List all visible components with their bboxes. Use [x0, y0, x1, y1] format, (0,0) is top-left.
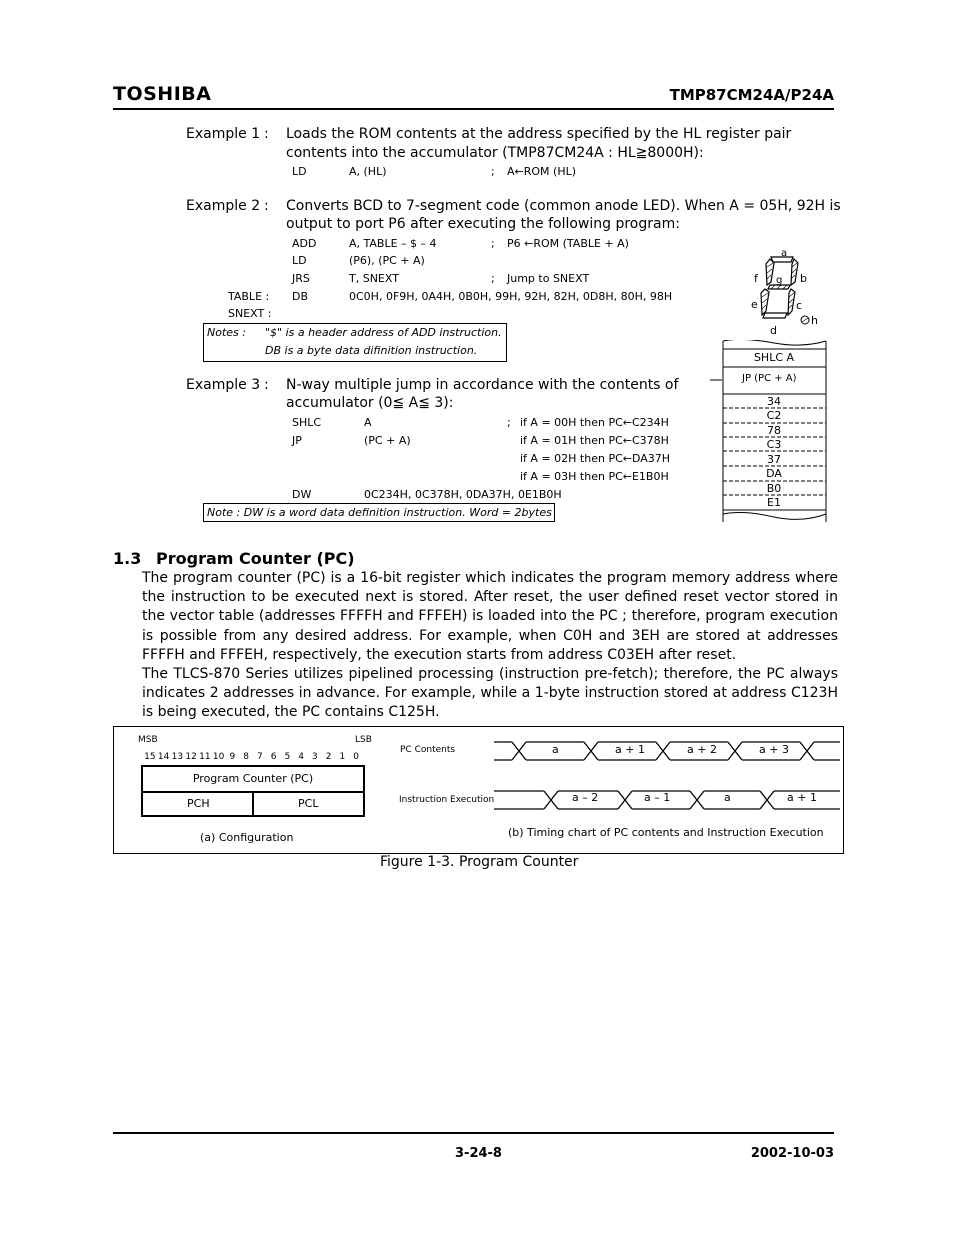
exec-value: a [724, 791, 731, 804]
code-comment: if A = 01H then PC←C378H [520, 434, 669, 447]
pch-label: PCH [187, 797, 210, 810]
rom-byte: DA [766, 467, 782, 480]
seg-label-e: e [751, 298, 758, 311]
example1-semi: ; [491, 165, 495, 178]
code-comment: Jump to SNEXT [507, 272, 590, 285]
pc-value: a [552, 743, 559, 756]
notes-label: Notes : [207, 326, 246, 339]
code-comment: if A = 00H then PC←C234H [520, 416, 669, 429]
example1-line1: Loads the ROM contents at the address specified by the HL register pair [286, 126, 792, 142]
code-comment: if A = 03H then PC←E1B0H [520, 470, 669, 483]
bit-number: 8 [243, 752, 249, 762]
seg-label-f: f [754, 272, 758, 285]
note-text: Note : DW is a word data definition instruction. Word = 2bytes [207, 506, 552, 519]
code-arg: A, TABLE – $ – 4 [349, 237, 437, 250]
code-semi: ; [491, 237, 495, 250]
note-box [203, 503, 555, 522]
example1-label: Example 1 [186, 126, 261, 142]
page-number: 3-24-8 [455, 1146, 502, 1161]
example1-comment: A←ROM (HL) [507, 165, 577, 178]
bit-number: 2 [325, 752, 332, 762]
example1-colon: : [264, 126, 269, 142]
bit-number: 10 [212, 752, 225, 762]
bit-number: 1 [339, 752, 346, 762]
code-arg: 0C234H, 0C378H, 0DA37H, 0E1B0H [364, 488, 562, 501]
exec-value: a – 1 [644, 791, 671, 804]
example3-line1: N-way multiple jump in accordance with the contents of [286, 377, 679, 393]
register-title: Program Counter (PC) [192, 772, 314, 785]
code-op: DB [292, 290, 309, 303]
seg-label-g: g [776, 275, 783, 286]
bit-number: 15 [144, 752, 156, 762]
rom-table [722, 340, 827, 526]
rom-byte: 78 [767, 424, 781, 437]
pc-value: a + 1 [615, 743, 645, 756]
rom-byte: B0 [766, 482, 782, 495]
bit-number: 12 [185, 752, 197, 762]
figure-box [113, 726, 844, 854]
example2-colon: : [264, 198, 269, 214]
example1-op: LD [292, 165, 307, 178]
rom-byte: 34 [767, 395, 781, 408]
pc-contents-waveform [494, 739, 842, 763]
notes-line2: DB is a byte data difinition instruction. [265, 344, 478, 357]
segment-d [763, 313, 787, 318]
seg-label-d: d [770, 324, 777, 337]
msb-label: MSB [138, 735, 158, 745]
seg-label-h: h [811, 314, 818, 327]
seven-segment-diagram [745, 245, 825, 340]
pc-register [141, 765, 365, 817]
example1-line2: contents into the accumulator (TMP87CM24A : HL≧8000H): [286, 145, 704, 161]
example2-line2: output to port P6 after executing the following program: [286, 216, 680, 232]
code-semi: ; [491, 272, 495, 285]
rom-instr-shlc: SHLC A [753, 351, 795, 364]
section-number: 1.3 [113, 549, 142, 568]
code-op: JP [292, 434, 302, 447]
section-title: Program Counter (PC) [156, 549, 355, 568]
code-arg: A [364, 416, 372, 429]
exec-label: Instruction Execution [399, 795, 495, 805]
example3-line2: accumulator (0≦ A≦ 3): [286, 395, 454, 411]
code-semi: ; [507, 416, 511, 429]
notes-box [203, 323, 507, 362]
bit-number: 7 [257, 752, 263, 762]
bit-number: 0 [353, 752, 359, 762]
section-para-1 [142, 569, 838, 665]
rom-instr-jp: JP (PC + A) [742, 373, 797, 384]
figure-title: Figure 1-3. Program Counter [380, 854, 579, 870]
code-op: LD [292, 254, 307, 267]
example3-label: Example 3 [186, 377, 261, 393]
para-2-text: The TLCS-870 Series utilizes pipelined processing (instruction pre-fetch); therefore, the PC always indicates 2 addresses in advance. For example, while a 1-byte instruction stored at address C123H is being executed, the PC contains C125H. [142, 666, 838, 721]
code-op: DW [292, 488, 312, 501]
bit-number: 4 [298, 752, 304, 762]
code-arg: T, SNEXT [349, 272, 399, 285]
bit-number: 14 [157, 752, 170, 762]
seg-label-b: b [800, 272, 807, 285]
pcl-label: PCL [298, 797, 319, 810]
bit-number: 11 [199, 752, 211, 762]
code-op: SHLC [292, 416, 322, 429]
arrow-right-icon [710, 376, 726, 384]
example1-arg: A, (HL) [349, 165, 387, 178]
code-label: TABLE : [228, 290, 270, 303]
rom-byte: 37 [767, 453, 781, 466]
bit-numbers [143, 752, 363, 764]
header-rule [113, 108, 834, 110]
segment-b [791, 259, 798, 285]
exec-value: a – 2 [572, 791, 599, 804]
code-arg: 0C0H, 0F9H, 0A4H, 0B0H, 99H, 92H, 82H, 0D8H, 80H, 98H [349, 290, 673, 303]
footer-date: 2002-10-03 [750, 1146, 834, 1161]
rom-byte: C2 [766, 409, 782, 422]
rom-byte: E1 [767, 496, 781, 509]
caption-b: (b) Timing chart of PC contents and Instruction Execution [508, 826, 824, 839]
bit-number: 6 [270, 752, 277, 762]
example3-colon: : [264, 377, 269, 393]
exec-value: a + 1 [787, 791, 817, 804]
para-1-text: The program counter (PC) is a 16-bit register which indicates the program memory address where the instruction to be executed next is stored. After reset, the user defined reset vector stored in the vector table (addresses FFFFH and FFFEH) is loaded into the PC ; therefore, program execution is possible from any desired address. For example, when C0H and 3EH are stored at addresses FFFFH and FFFEH, respectively, the execution starts from address C03EH after reset. [142, 570, 838, 663]
code-arg: (P6), (PC + A) [349, 254, 425, 267]
brand-logo: TOSHIBA [113, 83, 212, 105]
footer-rule [113, 1132, 834, 1134]
caption-a: (a) Configuration [200, 831, 294, 844]
code-comment: if A = 02H then PC←DA37H [520, 452, 671, 465]
pc-value: a + 3 [759, 743, 789, 756]
bit-number: 3 [312, 752, 318, 762]
bit-number: 5 [284, 752, 291, 762]
code-op: ADD [292, 237, 317, 250]
bit-number: 13 [171, 752, 184, 762]
code-comment: P6 ←ROM (TABLE + A) [507, 237, 629, 250]
seg-label-c: c [796, 299, 803, 312]
section-para-2 [142, 665, 838, 723]
code-label: SNEXT : [228, 307, 272, 320]
code-op: JRS [292, 272, 310, 285]
pc-contents-label: PC Contents [400, 745, 456, 755]
notes-line1: "$" is a header address of ADD instruction. [265, 326, 502, 339]
lsb-label: LSB [355, 735, 372, 745]
rom-byte: C3 [766, 438, 782, 451]
model-number: TMP87CM24A/P24A [669, 86, 834, 104]
seg-label-a: a [781, 248, 788, 259]
bit-number: 9 [229, 752, 236, 762]
pc-value: a + 2 [687, 743, 717, 756]
example2-line1: Converts BCD to 7-segment code (common anode LED). When A = 05H, 92H is [286, 198, 841, 214]
example2-label: Example 2 [186, 198, 261, 214]
segment-c [788, 289, 795, 315]
code-arg: (PC + A) [364, 434, 411, 447]
